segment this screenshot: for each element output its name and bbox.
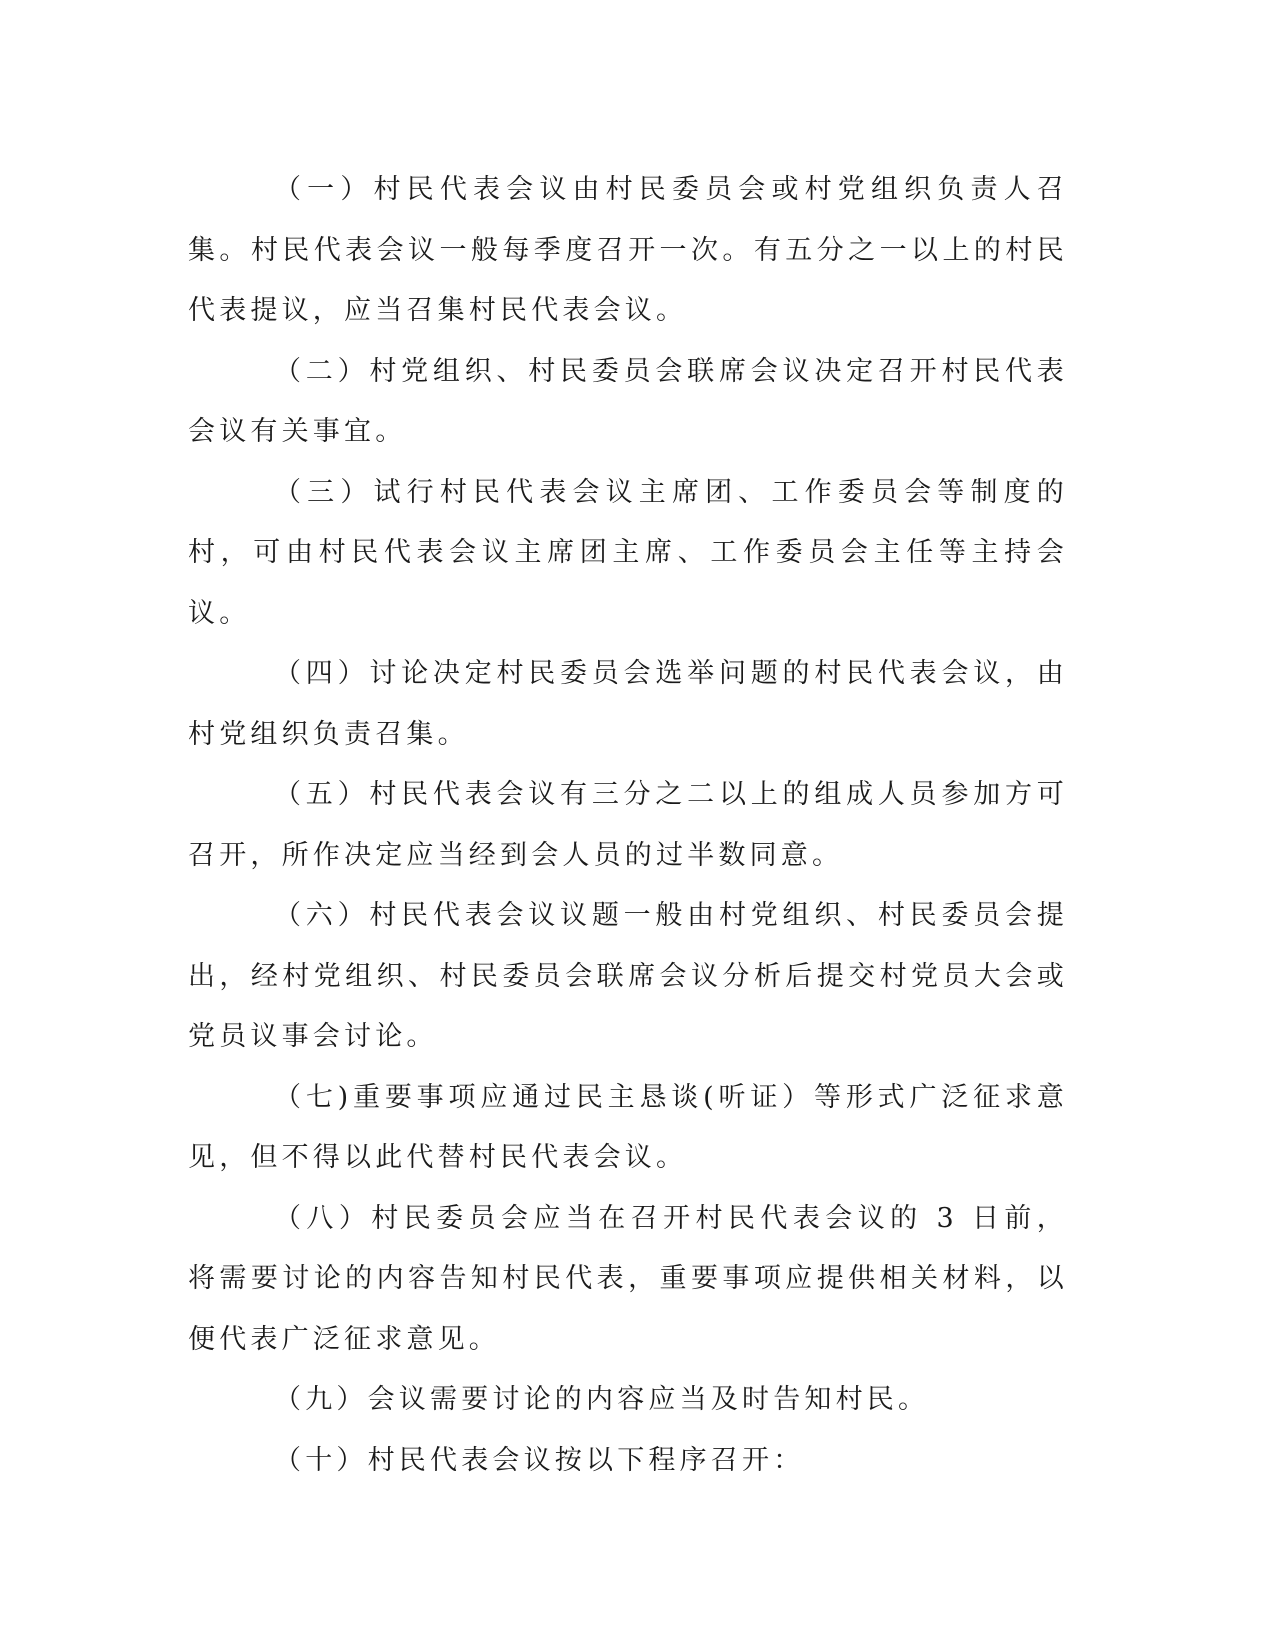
- document-body: [188, 160, 1068, 1491]
- paragraph-6: （六）村民代表会议议题一般由村党组织、村民委员会提出，经村党组织、村民委员会联席会议分析后提交村党员大会或党员议事会讨论。: [188, 900, 1068, 1052]
- paragraph-2: （二）村党组织、村民委员会联席会议决定召开村民代表会议有关事宜。: [188, 355, 1068, 447]
- paragraph-1: （一）村民代表会议由村民委员会或村党组织负责人召集。村民代表会议一般每季度召开一次。有五分之一以上的村民代表提议，应当召集村民代表会议。: [188, 174, 1068, 326]
- paragraph-5: （五）村民代表会议有三分之二以上的组成人员参加方可召开，所作决定应当经到会人员的过半数同意。: [188, 779, 1068, 871]
- paragraph-4: （四）讨论决定村民委员会选举问题的村民代表会议，由村党组织负责召集。: [188, 658, 1068, 750]
- paragraph-8: （八）村民委员会应当在召开村民代表会议的 3 日前，将需要讨论的内容告知村民代表，重要事项应提供相关材料，以便代表广泛征求意见。: [188, 1202, 1068, 1355]
- paragraph-7: （七)重要事项应通过民主恳谈(听证）等形式广泛征求意见，但不得以此代替村民代表会议。: [188, 1081, 1068, 1173]
- paragraph-3: （三）试行村民代表会议主席团、工作委员会等制度的村，可由村民代表会议主席团主席、工作委员会主任等主持会议。: [188, 476, 1068, 629]
- paragraph-9: （九）会议需要讨论的内容应当及时告知村民。: [274, 1384, 930, 1415]
- paragraph-10: （十）村民代表会议按以下程序召开：: [274, 1444, 805, 1476]
